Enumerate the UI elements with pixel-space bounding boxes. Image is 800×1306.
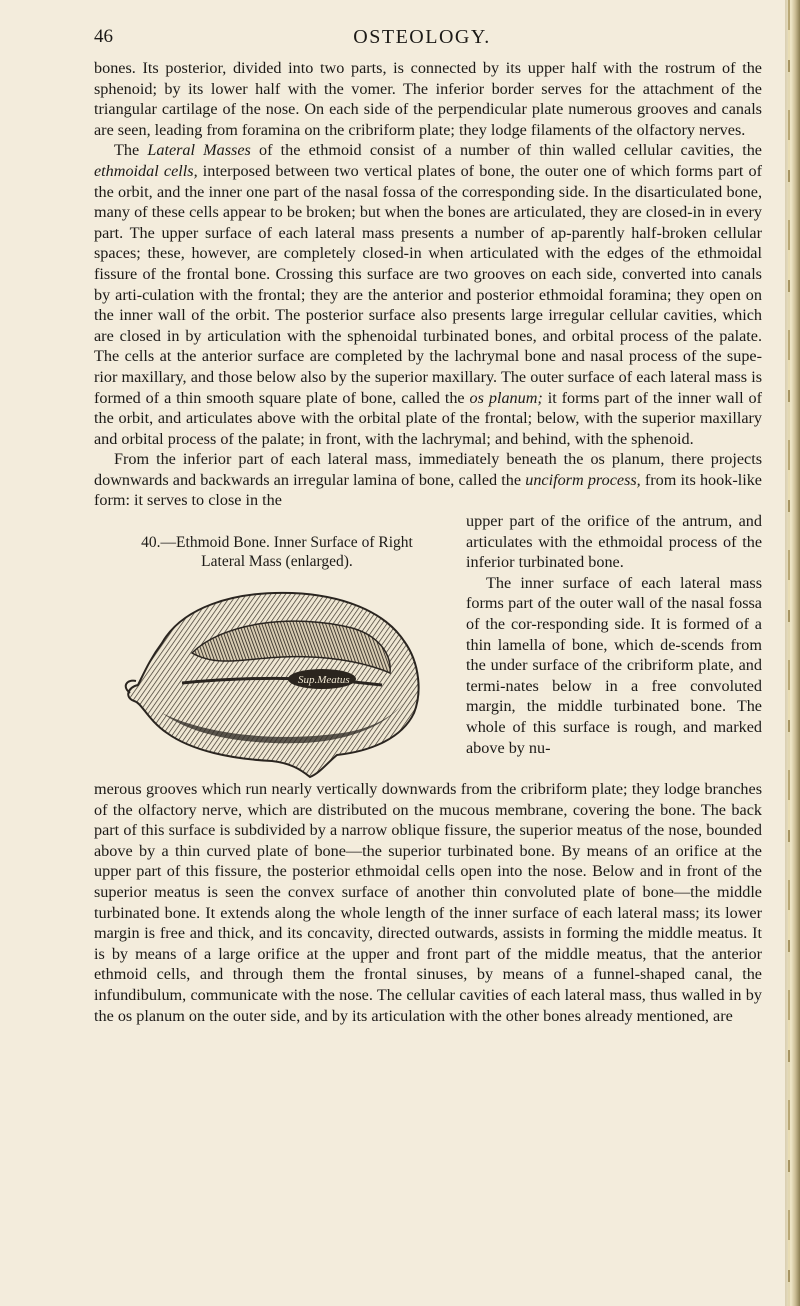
italic-term: ethmoidal cells, <box>94 161 198 180</box>
figure-caption-line-1: 40.—Ethmoid Bone. Inner Surface of Right <box>141 534 413 551</box>
text-run: it forms part of the inner wall of the orbit, and articulates above with the orbital plate of the frontal; below, with the superior maxillary and orbital process of the palate; in front, with the lachrymal; and behind, with the sphenoid. <box>94 388 762 448</box>
text-run: upper part of the orifice of the antrum, and articulates with the ethmoidal process of the inferior turbinated bone. <box>466 512 762 572</box>
paragraph <box>94 140 762 449</box>
page-header <box>94 26 750 52</box>
text-run: From the inferior part of each lateral mass, immediately beneath the os planum, there projects downwards and backwards an irregular lamina of bone, called the <box>94 450 762 489</box>
body-text-top <box>94 58 762 511</box>
text-run: from its hook-like form: it serves to close in the <box>94 470 762 510</box>
page-number: 46 <box>94 26 113 47</box>
text-run: interposed between two vertical plates of bone, the outer one of which forms part of the orbit, and the inner one part of the nasal fossa of the corresponding side. In the disarticulated bone, many of these cells appear to be broken; but when the bones are articulated, they are closed-in in every part. The upper surface of each lateral mass presents a number of ap-parently half-broken cellular spaces; these, however, are completely closed-in when articulated with the edges of the ethmoidal fissure of the frontal bone. Crossing this surface are two grooves on each side, converted into canals by arti-culation with the frontal; they are the anterior and posterior ethmoidal foramina; they open on the inner wall of the orbit. The posterior surface also presents large irregular cellular cavities, which are closed in by articulation with the sphenoidal turbinated bones, and orbital process of the palate. The cells at the anterior surface are completed by the lachrymal bone and nasal process of the supe-rior maxillary, and those below also by the superior maxillary. The outer surface of each lateral mass is formed of a thin smooth square plate of bone, called the <box>94 161 762 407</box>
body-text-right-column <box>466 511 762 758</box>
sup-meatus-label: Sup.Meatus <box>298 674 350 686</box>
ethmoid-bone-illustration <box>122 583 432 779</box>
paragraph <box>94 779 762 1026</box>
figure-caption <box>94 533 460 571</box>
running-title: OSTEOLOGY. <box>353 26 491 48</box>
figure-caption-line-2: Lateral Mass (enlarged). <box>201 553 353 570</box>
body-text-bottom <box>94 779 762 1026</box>
italic-term: unciform process, <box>525 470 641 489</box>
figure-40 <box>94 533 460 779</box>
italic-term: os planum; <box>469 388 543 407</box>
book-page-edge <box>785 0 800 1306</box>
italic-term: Lateral Masses <box>147 141 251 160</box>
paragraph <box>466 511 762 573</box>
paragraph <box>94 449 762 511</box>
text-run: The inner surface of each lateral mass forms part of the outer wall of the nasal fossa of the cor-responding side. It is formed of a thin lamella of bone, which de-scends from the under surface of the cribriform plate, and termi-nates below in a free convoluted margin, the middle turbinated bone. The whole of this surface is rough, and marked above by nu- <box>466 573 762 757</box>
paragraph <box>466 573 762 758</box>
text-run: bones. Its posterior, divided into two parts, is connected by its upper half with the rostrum of the sphenoid; by its lower half with the vomer. The inferior border serves for the attachment of the triangular cartilage of the nose. On each side of the perpendicular plate numerous grooves and canals are seen, leading from foramina on the cribriform plate; they lodge filaments of the olfactory nerves. <box>94 59 762 139</box>
paragraph <box>94 58 762 140</box>
text-run: of the ethmoid consist of a number of thin walled cellular cavities, the <box>250 141 762 160</box>
text-run: merous grooves which run nearly vertically downwards from the cribriform plate; they lodge branches of the olfactory nerve, which are distributed on the mucous membrane, covering the bone. The back part of this surface is subdivided by a narrow oblique fissure, the superior meatus of the nose, bounded above by a thin curved plate of bone—the superior turbinated bone. By means of an orifice at the upper part of this fissure, the posterior ethmoidal cells open into the nose. Below and in front of the superior meatus is seen the convex surface of another thin convoluted plate of bone—the middle turbinated bone. It extends along the whole length of the inner surface of each lateral mass; its lower margin is free and thick, and its concavity, directed outwards, assists in forming the middle meatus. It is by means of a large orifice at the upper and front part of the middle meatus, that the anterior ethmoid cells, and through them the frontal sinuses, by means of a funnel-shaped canal, the infundibulum, communicate with the nose. The cellular cavities of each lateral mass, thus walled in by the os planum on the outer side, and by its articulation with the other bones already mentioned, are <box>94 780 762 1025</box>
text-run: The <box>114 141 148 160</box>
